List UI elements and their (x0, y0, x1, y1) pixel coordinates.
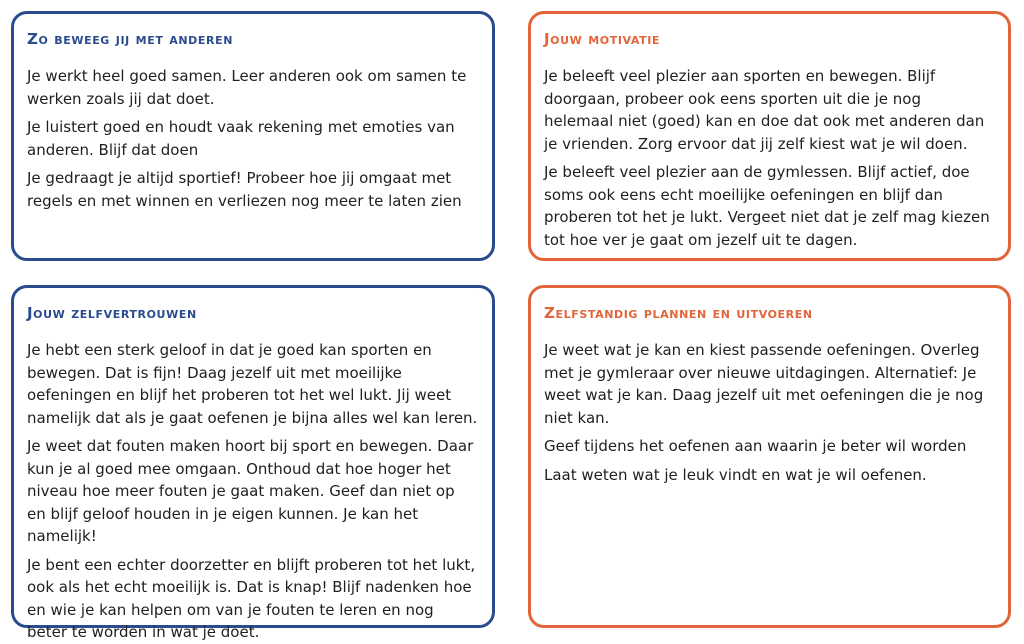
card-paragraph: Je beleeft veel plezier aan de gymlessen. Blijf actief, doe soms ook eens echt moeilijke oefeningen en blijf dan proberen tot het je lukt. Vergeet niet dat je zelf mag kiezen tot hoe ver je gaat om jezelf uit te dagen. (544, 163, 990, 249)
card-title: Zelfstandig plannen en uitvoeren (544, 304, 813, 322)
card-paragraph: Je beleeft veel plezier aan sporten en bewegen. Blijf doorgaan, probeer ook eens sporten uit die je nog helemaal niet (goed) kan en doe dat ook met anderen dan je vrienden. Zorg ervoor dat jij zelf kiest wat je wil doen. (544, 67, 985, 153)
card-social-movement (11, 11, 495, 261)
card-self-confidence (11, 285, 495, 641)
card-paragraph: Je gedraagt je altijd sportief! Probeer hoe jij omgaat met regels en met winnen en verliezen nog meer te laten zien (27, 169, 462, 210)
card-paragraph: Geef tijdens het oefenen aan waarin je beter wil worden (544, 437, 967, 455)
card-paragraph: Je bent een echter doorzetter en blijft proberen tot het lukt, ook als het echt moeilijk is. Dat is knap! Blijf nadenken hoe en wie je kan helpen om van je fouten te leren en nog beter te worden in wat je doet. (27, 555, 476, 641)
card-paragraph: Je luistert goed en houdt vaak rekening met emoties van anderen. Blijf dat doen (27, 118, 455, 159)
card-title: Zo beweeg jij met anderen (27, 30, 234, 48)
card-motivation (528, 11, 1011, 261)
card-paragraph: Je weet dat fouten maken hoort bij sport en bewegen. Daar kun je al goed mee omgaan. Onthoud dat hoe hoger het niveau hoe meer fouten je gaat maken. Geef dan niet op en blijf geloof houden in je eigen kunnen. Je kan het namelijk! (27, 437, 474, 545)
card-title: Jouw zelfvertrouwen (27, 304, 197, 322)
card-paragraph: Je hebt een sterk geloof in dat je goed kan sporten en bewegen. Dat is fijn! Daag jezelf uit met moeilijke oefeningen en blijf het proberen tot het wel lukt. Jij weet namelijk dat als je gaat oefenen je bijna alles wel kan leren. (27, 341, 478, 427)
card-title: Jouw motivatie (544, 30, 661, 48)
card-independent-planning (528, 285, 1011, 628)
card-paragraph: Laat weten wat je leuk vindt en wat je wil oefenen. (544, 465, 927, 484)
card-paragraph: Je weet wat je kan en kiest passende oefeningen. Overleg met je gymleraar over nieuwe uitdagingen. Alternatief: Je weet wat je kan. Daag jezelf uit met oefeningen die je nog niet kan. (544, 341, 984, 427)
card-paragraph: Je werkt heel goed samen. Leer anderen ook om samen te werken zoals jij dat doet. (27, 67, 467, 108)
